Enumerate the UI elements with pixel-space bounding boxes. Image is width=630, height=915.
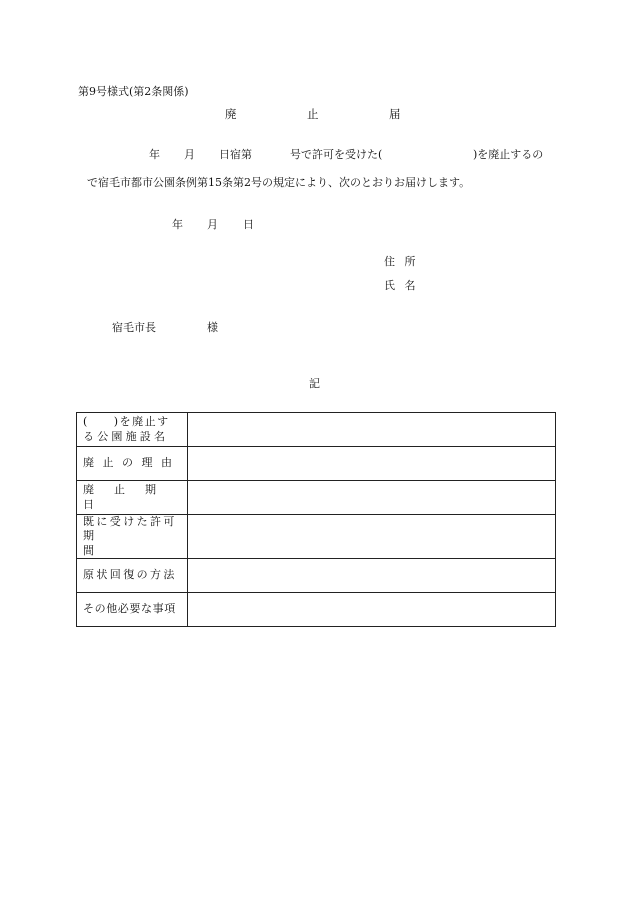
date-year: 年 bbox=[172, 218, 183, 231]
row-label bbox=[77, 413, 188, 447]
table-row bbox=[77, 481, 556, 515]
body-permit-text: 号で許可を受けた( bbox=[290, 148, 383, 161]
address-label: 住 所 bbox=[384, 255, 419, 268]
title-char-3: 届 bbox=[389, 107, 401, 121]
addressee-name: 宿毛市長 bbox=[112, 321, 156, 334]
row-label bbox=[77, 481, 188, 515]
row-label bbox=[77, 447, 188, 481]
value-cell[interactable] bbox=[188, 515, 556, 559]
value-cell[interactable] bbox=[188, 558, 556, 592]
value-cell[interactable] bbox=[188, 481, 556, 515]
addressee-honorific: 様 bbox=[207, 321, 218, 334]
label-line1: 既に受けた許可 bbox=[83, 515, 177, 528]
date-day: 日 bbox=[243, 218, 254, 231]
body-abolish-text: )を廃止するの bbox=[473, 148, 544, 161]
label-text: その他必要な事項 bbox=[83, 602, 176, 616]
details-table bbox=[76, 412, 556, 627]
ki-label: 記 bbox=[309, 377, 320, 390]
name-label: 氏 名 bbox=[384, 279, 419, 292]
table-row bbox=[77, 413, 556, 447]
body-line2: で宿毛市都市公園条例第15条第2号の規定により、次のとおりお届けします。 bbox=[87, 176, 471, 189]
title-char-1: 廃 bbox=[225, 107, 237, 121]
label-text: 原状回復の方法 bbox=[83, 568, 177, 582]
value-cell[interactable] bbox=[188, 447, 556, 481]
label-line2: る公園施設名 bbox=[83, 429, 169, 443]
label-line1: ( )を廃止す bbox=[83, 415, 170, 429]
table-row bbox=[77, 592, 556, 626]
table-row bbox=[77, 558, 556, 592]
value-cell[interactable] bbox=[188, 413, 556, 447]
row-label bbox=[77, 515, 188, 559]
row-label bbox=[77, 558, 188, 592]
label-text: 廃止期日 bbox=[83, 483, 176, 511]
value-cell[interactable] bbox=[188, 592, 556, 626]
title-char-2: 止 bbox=[307, 107, 319, 121]
body-year: 年 bbox=[149, 148, 160, 161]
row-label bbox=[77, 592, 188, 626]
date-month: 月 bbox=[207, 218, 218, 231]
form-number-label: 第9号様式(第2条関係) bbox=[78, 85, 189, 98]
label-text: 廃止の理由 bbox=[83, 456, 181, 470]
table-row bbox=[77, 515, 556, 559]
label-line2: 期間 bbox=[83, 529, 160, 557]
body-day-permit-no: 日宿第 bbox=[219, 148, 252, 161]
table-row bbox=[77, 447, 556, 481]
body-month: 月 bbox=[184, 148, 195, 161]
